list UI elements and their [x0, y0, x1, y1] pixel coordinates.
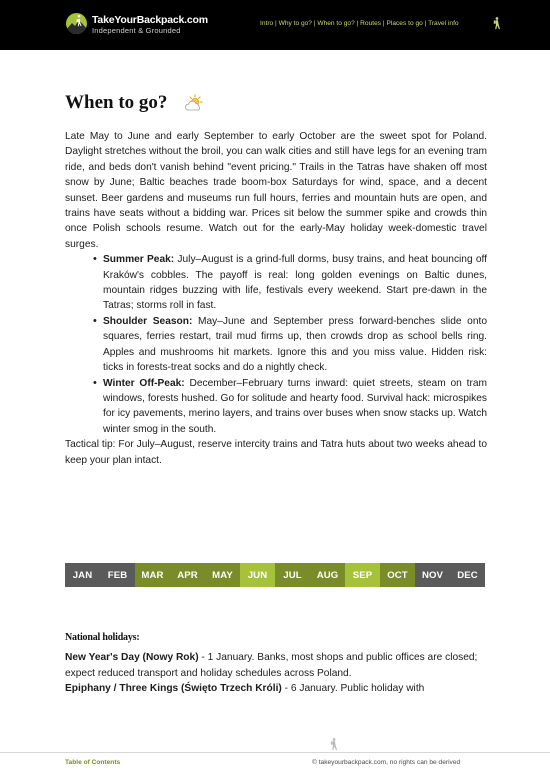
copyright-notice: © takeyourbackpack.com, no rights can be derived	[312, 759, 461, 766]
section-title: When to go?	[65, 92, 168, 113]
list-item	[103, 376, 487, 438]
nav-link-intro[interactable]: Intro	[260, 20, 274, 27]
month-calendar-bar	[65, 563, 485, 587]
hiker-icon	[492, 17, 501, 35]
seasons-list	[103, 252, 487, 437]
holidays-heading: National holidays:	[65, 632, 140, 643]
month-jan: JAN	[65, 563, 100, 587]
season-text: December–February turns inward: quiet streets, steam on tram windows, forests hushed. Go for solitude and hearty food. Survival hack: microspikes for icy pavements, merino layers, and trains over buses when snow stacks up. Watch winter smog in the south.	[103, 377, 487, 435]
nav-link-when-to-go[interactable]: When to go?	[317, 20, 355, 27]
footer-divider	[0, 752, 550, 753]
top-navigation: Intro | Why to go? | When to go? | Routes | Places to go | Travel info	[260, 20, 459, 27]
month-mar: MAR	[135, 563, 170, 587]
month-sep: SEP	[345, 563, 380, 587]
intro-paragraph: Late May to June and early September to early October are the sweet spot for Poland. Daylight stretches without the broil, you can walk cities and still have legs for an evening tram ride, and beds don't vanish behind "event pricing." Trails in the Tatras have shaken off most snow by June; Baltic beaches trade boom-box Saturdays for wind, space, and a decent sunset. Beer gardens and museums run full hours, ferries and mountain huts are open, and trains have seats without a bidding war. Prices sit below the summer spike and crowds thin once Polish schools resume. Watch out for the early-May holiday week-domestic travel surges.	[65, 131, 487, 250]
season-label: Winter Off-Peak:	[103, 377, 185, 389]
list-item	[103, 314, 487, 376]
holiday-name: New Year's Day (Nowy Rok)	[65, 652, 199, 663]
month-nov: NOV	[415, 563, 450, 587]
month-dec: DEC	[450, 563, 485, 587]
season-label: Shoulder Season:	[103, 315, 193, 327]
month-jun: JUN	[240, 563, 275, 587]
season-text: May–June and September press forward-benches slide onto squares, ferries restart, trail mud firms up, then crowds drop as school bells ring. Apples and mushrooms hit markets. Ignore this and you miss value. Hidden risk: ticks in forests-treat socks and do a nightly check.	[103, 315, 488, 374]
month-apr: APR	[170, 563, 205, 587]
backpack-logo-icon[interactable]	[66, 13, 87, 34]
site-header	[0, 0, 550, 50]
hiker-icon	[329, 738, 338, 756]
list-item	[65, 650, 487, 681]
holiday-text: - 6 January. Public holiday with	[281, 683, 425, 694]
month-feb: FEB	[100, 563, 135, 587]
brand-tagline: Independent & Grounded	[92, 26, 181, 35]
month-jul: JUL	[275, 563, 310, 587]
holiday-name: Epiphany / Three Kings (Święto Trzech Króli)	[65, 683, 282, 694]
season-label: Summer Peak:	[103, 254, 175, 266]
holidays-list	[65, 650, 487, 697]
month-may: MAY	[205, 563, 240, 587]
season-text: July–August is a grind-full dorms, busy trains, and heat bouncing off Kraków's cobbles. The payoff is real: long golden evenings on Baltic dunes, mountain ridges buzzing with life, festivals every weekend. Start pre-dawn in the Tatras; storms roll in fast.	[103, 254, 487, 312]
month-aug: AUG	[310, 563, 345, 587]
nav-link-travel-info[interactable]: Travel info	[428, 20, 459, 27]
sun-behind-cloud-icon	[184, 94, 204, 117]
list-item	[103, 252, 487, 314]
nav-link-why-to-go[interactable]: Why to go?	[278, 20, 312, 27]
month-oct: OCT	[380, 563, 415, 587]
nav-link-routes[interactable]: Routes	[360, 20, 382, 27]
brand-name[interactable]: TakeYourBackpack.com	[92, 14, 208, 26]
tactical-tip: Tactical tip: For July–August, reserve intercity trains and Tatra huts about two weeks ahead to keep your plan intact.	[65, 439, 487, 466]
holiday-text: - 1 January. Banks, most shops and public offices are closed; expect reduced transport and holiday schedules across Poland.	[65, 652, 478, 679]
nav-link-places-to-go[interactable]: Places to go	[386, 20, 423, 27]
table-of-contents-link[interactable]: Table of Contents	[65, 759, 121, 766]
article-body	[65, 129, 487, 468]
list-item	[65, 681, 487, 697]
